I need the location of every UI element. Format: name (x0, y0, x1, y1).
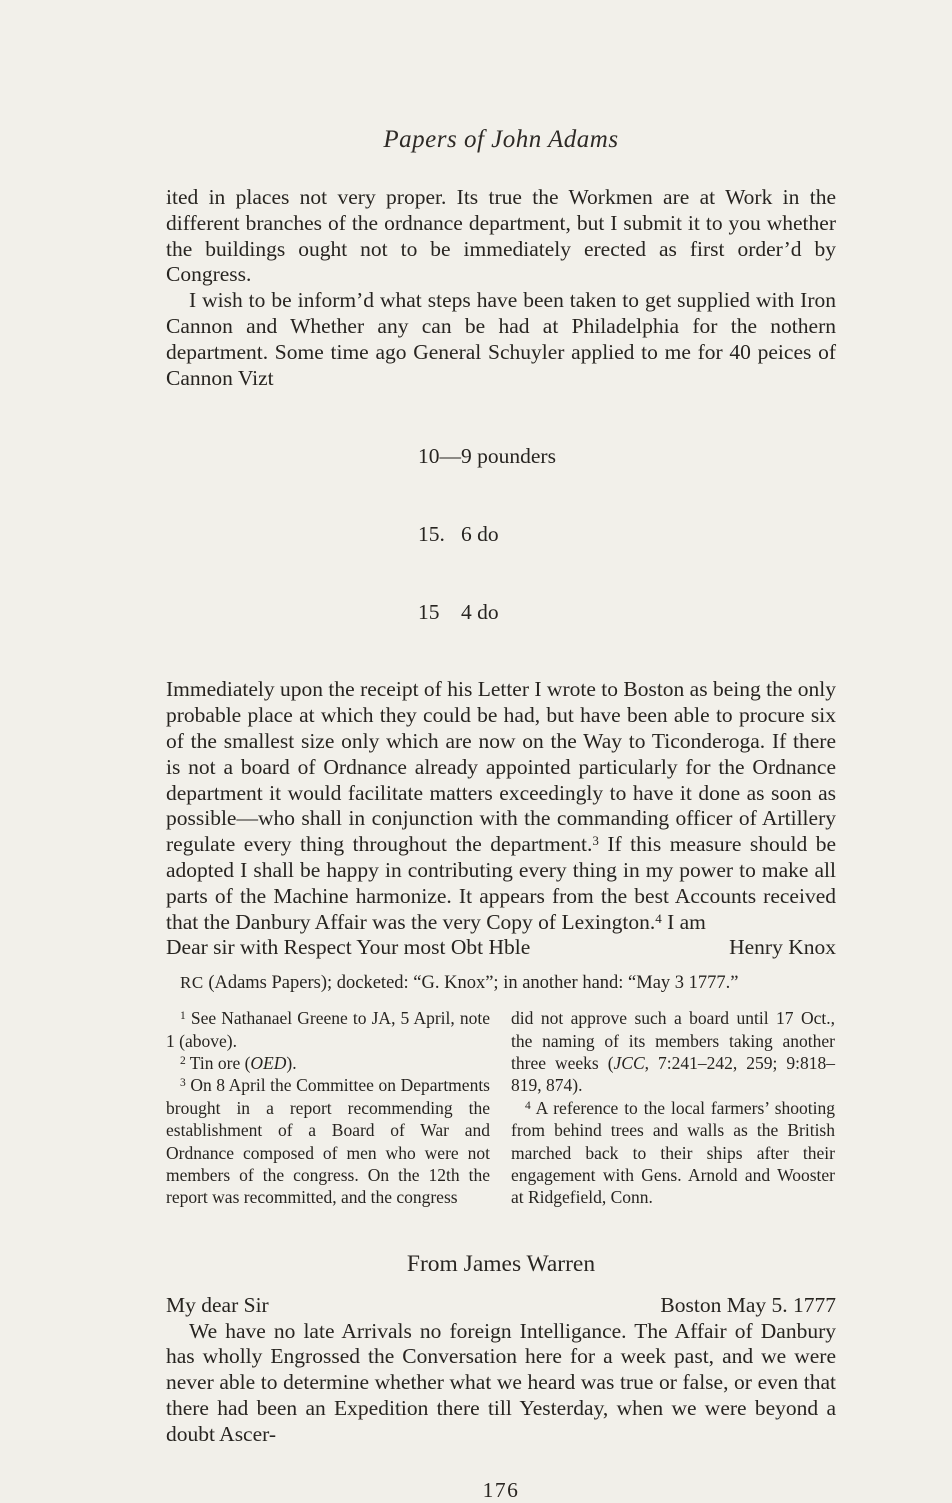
footnote-2-text-pre: Tin ore ( (185, 1052, 251, 1073)
footnote-4 (511, 1097, 835, 1209)
knox-paragraph-1: ited in places not very proper. Its true the Workmen are at Work in the different branches of the ordnance department, but I submit it to you whether the buildings ought not to be immediately erected as first order’d by Congress. (166, 185, 836, 287)
provenance-rc-label: RC (180, 973, 204, 993)
footnote-3-italic-title: JCC (613, 1052, 645, 1073)
knox-letter (166, 185, 836, 961)
cannon-list-line-2: 15. 6 do (418, 522, 499, 547)
footnote-3-right-part (511, 1007, 835, 1097)
cannon-list-line-1: 10—9 pounders (418, 444, 556, 469)
warren-paragraph-1: We have no late Arrivals no foreign Intelligance. The Affair of Danbury has wholly Engrossed the Conversation here for a week past, and we were never able to determine whether what we heard was true or false, or even that there had been an Expedition there till Yesterday, when we were beyond a doubt Ascer- (166, 1318, 836, 1446)
warren-salutation-row (166, 1293, 836, 1319)
footnote-1-marker: 1 (180, 1010, 186, 1023)
footnotes-right-column (511, 1007, 835, 1209)
knox-paragraph-2: I wish to be inform’d what steps have been taken to get supplied with Iron Cannon and Whether any can be had at Philadelphia for the nothern department. Some time ago General Schuyler applied to me for 40 peices of Cannon Vizt (166, 288, 836, 390)
warren-letter-heading: From James Warren (406, 1250, 596, 1277)
footnote-4-marker: 4 (525, 1099, 531, 1112)
warren-salutation: My dear Sir (166, 1292, 269, 1317)
page-number: 176 (482, 1477, 520, 1502)
footnote-3-right-text-post: , 7:241–242, 259; 9:818–819, 874). (511, 1052, 835, 1096)
footnote-3-marker: 3 (180, 1077, 186, 1090)
footnote-1-text: See Nathanael Greene to JA, 5 April, note 1 (above). (166, 1008, 490, 1051)
cannon-list (418, 391, 836, 677)
knox-paragraph-3-text-c: I am (661, 909, 706, 934)
footnotes-section (166, 1007, 836, 1209)
footnote-3-left-text: On 8 April the Committee on Departments brought in a report recommending the establishment of a Board of War and Ordnance composed of men who were not members of the congress. On the 12th the report was recommitted, and the congress (166, 1075, 490, 1208)
warren-letter (166, 1293, 836, 1448)
knox-paragraph-3 (166, 677, 836, 935)
footnote-2-italic-title: OED (250, 1052, 287, 1073)
footnote-reference-3: 3 (592, 833, 599, 849)
text-block (166, 0, 836, 1503)
knox-closing-line (166, 935, 836, 961)
running-head: Papers of John Adams (383, 126, 619, 153)
footnote-4-text: A reference to the local farmers’ shooting from behind trees and walls as the British marched back to their ships after their engagement with Gens. Arnold and Wooster at Ridgefield, Conn. (511, 1097, 835, 1208)
footnotes-left-column (166, 1007, 490, 1209)
knox-paragraph-3-text-a: Immediately upon the receipt of his Letter I wrote to Boston as being the only probable place at which they could be had, but have been able to procure six of the smallest size only which are now on the Way to Ticonderoga. If there is not a board of Ordnance already appointed particularly for the Ordnance department it would facilitate matters exceedingly to have it done as soon as possible—who shall in conjunction with the commanding officer of Artillery regulate every thing throughout the department. (166, 677, 836, 857)
warren-dateline: Boston May 5. 1777 (660, 1292, 836, 1317)
footnote-2-marker: 2 (180, 1054, 186, 1067)
footnote-2-text-post: ). (286, 1052, 297, 1073)
footnote-reference-4: 4 (655, 910, 662, 926)
footnote-3-right-text-pre: did not approve such a board until 17 Oct., the naming of its members taking another three weeks ( (511, 1008, 835, 1073)
footnote-2 (166, 1052, 490, 1074)
cannon-list-line-3: 15 4 do (418, 600, 499, 625)
provenance-text: (Adams Papers); docketed: “G. Knox”; in another hand: “May 3 1777.” (203, 973, 739, 994)
knox-closing: Dear sir with Respect Your most Obt Hble (166, 935, 531, 960)
footnote-3-left-part (166, 1074, 490, 1208)
knox-signature: Henry Knox (729, 935, 836, 960)
provenance-note (166, 971, 836, 995)
footnote-1 (166, 1007, 490, 1052)
knox-paragraph-3-text-b: If this measure should be adopted I shall be happy in contributing every thing in my power to make all parts of the Machine harmonize. It appears from the best Accounts received that the Danbury Affair was the very Copy of Lexington. (166, 832, 836, 934)
